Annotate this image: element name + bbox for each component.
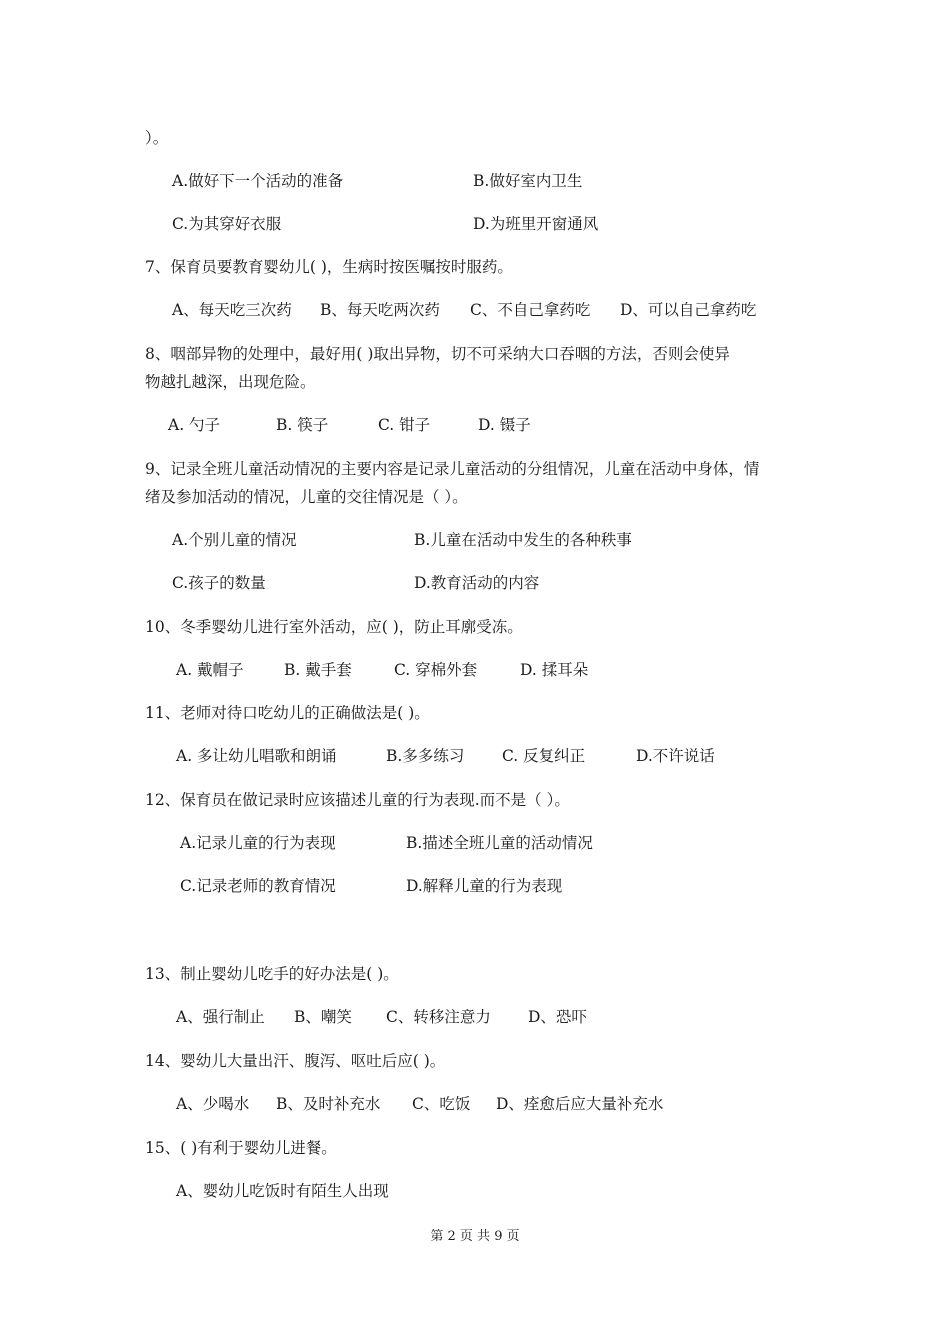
q13-option-d: D、恐吓 [528,1008,587,1026]
q14-option-b: B、及时补充水 [276,1095,381,1113]
q6-option-d: D.为班里开窗通风 [473,215,599,233]
q12-option-b: B.描述全班儿童的活动情况 [406,834,593,852]
q15-option-a: A、婴幼儿吃饭时有陌生人出现 [176,1182,389,1200]
q13-option-b: B、嘲笑 [294,1008,352,1026]
q12-option-d: D.解释儿童的行为表现 [406,877,563,895]
question-8-line-2: 物越扎越深，出现危险。 [145,373,316,391]
question-9-line-1: 9、记录全班儿童活动情况的主要内容是记录儿童活动的分组情况，儿童在活动中身体，情 [145,460,760,478]
q8-option-d: D. 镊子 [478,416,531,434]
q6-option-b: B.做好室内卫生 [473,172,583,190]
q11-option-c: C. 反复纠正 [502,747,586,765]
q13-option-c: C、转移注意力 [386,1008,491,1026]
q11-option-b: B.多多练习 [386,747,465,765]
question-14: 14、婴幼儿大量出汗、腹泻、呕吐后应( )。 [145,1052,446,1070]
q7-option-c: C、不自己拿药吃 [470,301,591,319]
q9-option-a: A.个别儿童的情况 [172,531,297,549]
q14-option-a: A、少喝水 [176,1095,250,1113]
q10-option-c: C. 穿棉外套 [394,661,478,679]
question-13: 13、制止婴幼儿吃手的好办法是( )。 [145,965,399,983]
q14-option-d: D、痊愈后应大量补充水 [496,1095,664,1113]
q9-option-d: D.教育活动的内容 [414,574,540,592]
question-10: 10、冬季婴幼儿进行室外活动，应( )，防止耳廓受冻。 [145,618,523,636]
question-12: 12、保育员在做记录时应该描述儿童的行为表现.而不是（ ）。 [145,791,570,809]
q10-option-d: D. 揉耳朵 [520,661,589,679]
q9-option-b: B.儿童在活动中发生的各种秩事 [414,531,632,549]
question-9-line-2: 绪及参加活动的情况，儿童的交往情况是（ ）。 [145,488,468,506]
q10-option-a: A. 戴帽子 [176,661,244,679]
q6-option-c: C.为其穿好衣服 [172,215,282,233]
question-7: 7、保育员要教育婴幼儿( )，生病时按医嘱按时服药。 [145,258,513,276]
q10-option-b: B. 戴手套 [284,661,352,679]
q12-option-a: A.记录儿童的行为表现 [180,834,336,852]
question-8-line-1: 8、咽部异物的处理中，最好用( )取出异物，切不可采纳大口吞咽的方法，否则会使异 [145,345,730,363]
question-6-tail: ）。 [145,129,169,147]
question-11: 11、老师对待口吃幼儿的正确做法是( )。 [145,704,430,722]
q12-option-c: C.记录老师的教育情况 [180,877,336,895]
q8-option-b: B. 筷子 [276,416,329,434]
question-15: 15、( )有利于婴幼儿进餐。 [145,1139,337,1157]
q11-option-a: A. 多让幼儿唱歌和朗诵 [176,747,337,765]
q8-option-c: C. 钳子 [378,416,431,434]
q8-option-a: A. 勺子 [168,416,221,434]
q9-option-c: C.孩子的数量 [172,574,266,592]
q6-option-a: A.做好下一个活动的准备 [172,172,344,190]
q11-option-d: D.不许说话 [636,747,715,765]
q7-option-b: B、每天吃两次药 [320,301,440,319]
q14-option-c: C、吃饭 [412,1095,471,1113]
q7-option-d: D、可以自己拿药吃 [620,301,757,319]
page-footer: 第 2 页 共 9 页 [430,1229,520,1244]
q13-option-a: A、强行制止 [176,1008,265,1026]
q7-option-a: A、每天吃三次药 [172,301,292,319]
